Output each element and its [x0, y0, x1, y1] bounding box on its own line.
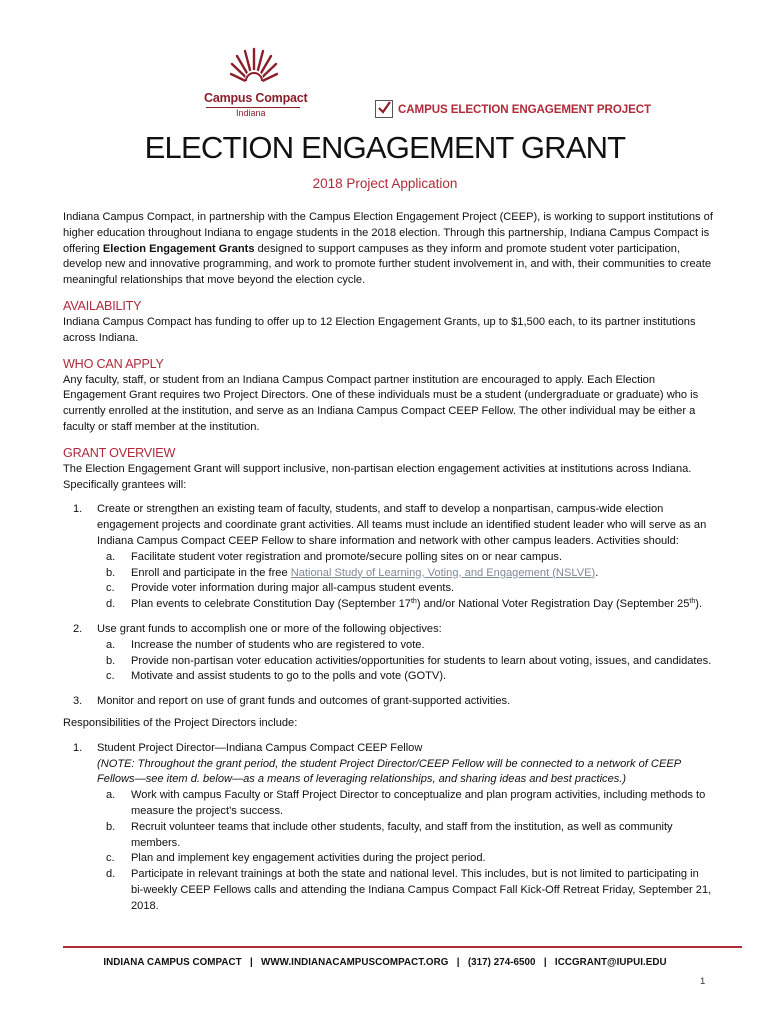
- availability-text: Indiana Campus Compact has funding to offer up to 12 Election Engagement Grants, up to $1,500 each, to its partner institutions across Indiana.: [63, 315, 696, 344]
- document-subtitle: 2018 Project Application: [312, 176, 458, 191]
- grant-overview-text: The Election Engagement Grant will support inclusive, non-partisan election engagement activities at institutions across Indiana. Specifically grantees will:: [63, 462, 692, 491]
- document-title: ELECTION ENGAGEMENT GRANT: [144, 130, 626, 165]
- ceep-logo: [375, 99, 665, 121]
- responsibilities-list: [63, 741, 713, 915]
- footer-contact: INDIANA CAMPUS COMPACT | WWW.INDIANACAMPUSCOMPACT.ORG | (317) 274-6500 | ICCGRANT@IUPUI.EDU: [103, 957, 667, 968]
- intro-paragraph: Indiana Campus Compact, in partnership with the Campus Election Engagement Project (CEEP), is working to support institutions of higher education throughout Indiana to engage students in the 2018 election. Through this partnership, Indiana Campus Compact is offering Election Engagement Grants designed to support campuses as they inform and promote student voter participation, develop new and innovative programming, and work to promote further student involvement in, and with, their communities to create meaningful relationships that move beyond the election cycle.: [63, 211, 713, 287]
- list-subitem: d. Plan events to celebrate Constitution Day (September 17th) and/or National Voter Registration Day (September 25th).: [106, 598, 702, 611]
- who-can-apply-text: Any faculty, staff, or student from an Indiana Campus Compact partner institution are encouraged to apply. Each Election Engagement Grant requires two Project Directors. One of these individuals must be a student (undergraduate or graduate) who is currently enrolled at the institution, and serve as an Indiana Campus Compact CEEP Fellow. The other individual may be either a faculty or staff member at the institution.: [63, 373, 699, 433]
- list-item: 2. Use grant funds to accomplish one or more of the following objectives:: [73, 622, 442, 635]
- document-body: [63, 210, 713, 914]
- checkbox-icon: [375, 100, 393, 118]
- list-subitem: b. Enroll and participate in the free National Study of Learning, Voting, and Engagement (NSLVE).: [106, 566, 599, 579]
- list-subitem: a. Increase the number of students who are registered to vote.: [106, 638, 425, 651]
- grant-overview-heading: GRANT OVERVIEW: [63, 445, 176, 460]
- campus-compact-name: Campus Compact: [204, 91, 308, 105]
- list-subitem: a. Work with campus Faculty or Staff Project Director to conceptualize and plan program activities, including methods to measure the project’s success.: [106, 789, 706, 817]
- ceep-name: CAMPUS ELECTION ENGAGEMENT PROJECT: [398, 103, 651, 116]
- list-subitem: b. Recruit volunteer teams that include other students, faculty, and staff from the institution, as well as community members.: [106, 820, 673, 849]
- list-item: 3. Monitor and report on use of grant funds and outcomes of grant-supported activities.: [73, 695, 511, 708]
- list-subitem: d. Participate in relevant trainings at both the state and national level. This includes, but is not limited to participating in bi-weekly CEEP Fellows calls and attending the Indiana Campus Compact Fall Kick-Off Retreat Friday, September 21, 2018.: [106, 868, 712, 912]
- sunburst-icon: [230, 45, 278, 89]
- campus-compact-state: Indiana: [236, 108, 266, 118]
- availability-heading: AVAILABILITY: [63, 298, 142, 313]
- list-subitem: c. Motivate and assist students to go to the polls and vote (GOTV).: [106, 670, 447, 683]
- list-subitem: a. Facilitate student voter registration and promote/secure polling sites on or near campus.: [106, 550, 563, 563]
- responsibilities-intro: Responsibilities of the Project Directors include:: [63, 716, 298, 729]
- grantee-list: [63, 502, 713, 710]
- footer-divider: [63, 946, 742, 948]
- page-number: 1: [700, 976, 706, 987]
- fellow-note: (NOTE: Throughout the grant period, the student Project Director/CEEP Fellow will be connected to a network of CEEP Fellows—see item d. below—as a means of leveraging relationships, and sharing ideas and best practices.): [97, 757, 681, 786]
- campus-compact-logo: [200, 45, 310, 123]
- list-subitem: c. Plan and implement key engagement activities during the project period.: [106, 852, 486, 865]
- list-subitem: b. Provide non-partisan voter education activities/opportunities for students to learn about voting, issues, and candidates.: [106, 654, 712, 667]
- list-subitem: c. Provide voter information during major all-campus student events.: [106, 582, 455, 595]
- nslve-link[interactable]: National Study of Learning, Voting, and Engagement (NSLVE): [290, 566, 596, 579]
- list-item: 1. Student Project Director—Indiana Campus Compact CEEP Fellow (NOTE: Throughout the grant period, the student Project Director/CEEP Fellow will be connected to a network of CEEP Fellows—see item d. below—as a means of leveraging relationships, and sharing ideas and best practices.): [73, 741, 681, 786]
- list-item: 1. Create or strengthen an existing team of faculty, students, and staff to develop a nonpartisan, campus-wide election engagement projects and coordinate grant activities. All teams must include an identified student leader who will serve as an Indiana Campus Compact CEEP Fellow to share information and network with other campus leaders. Activities should:: [73, 503, 707, 547]
- who-can-apply-heading: WHO CAN APPLY: [63, 356, 164, 371]
